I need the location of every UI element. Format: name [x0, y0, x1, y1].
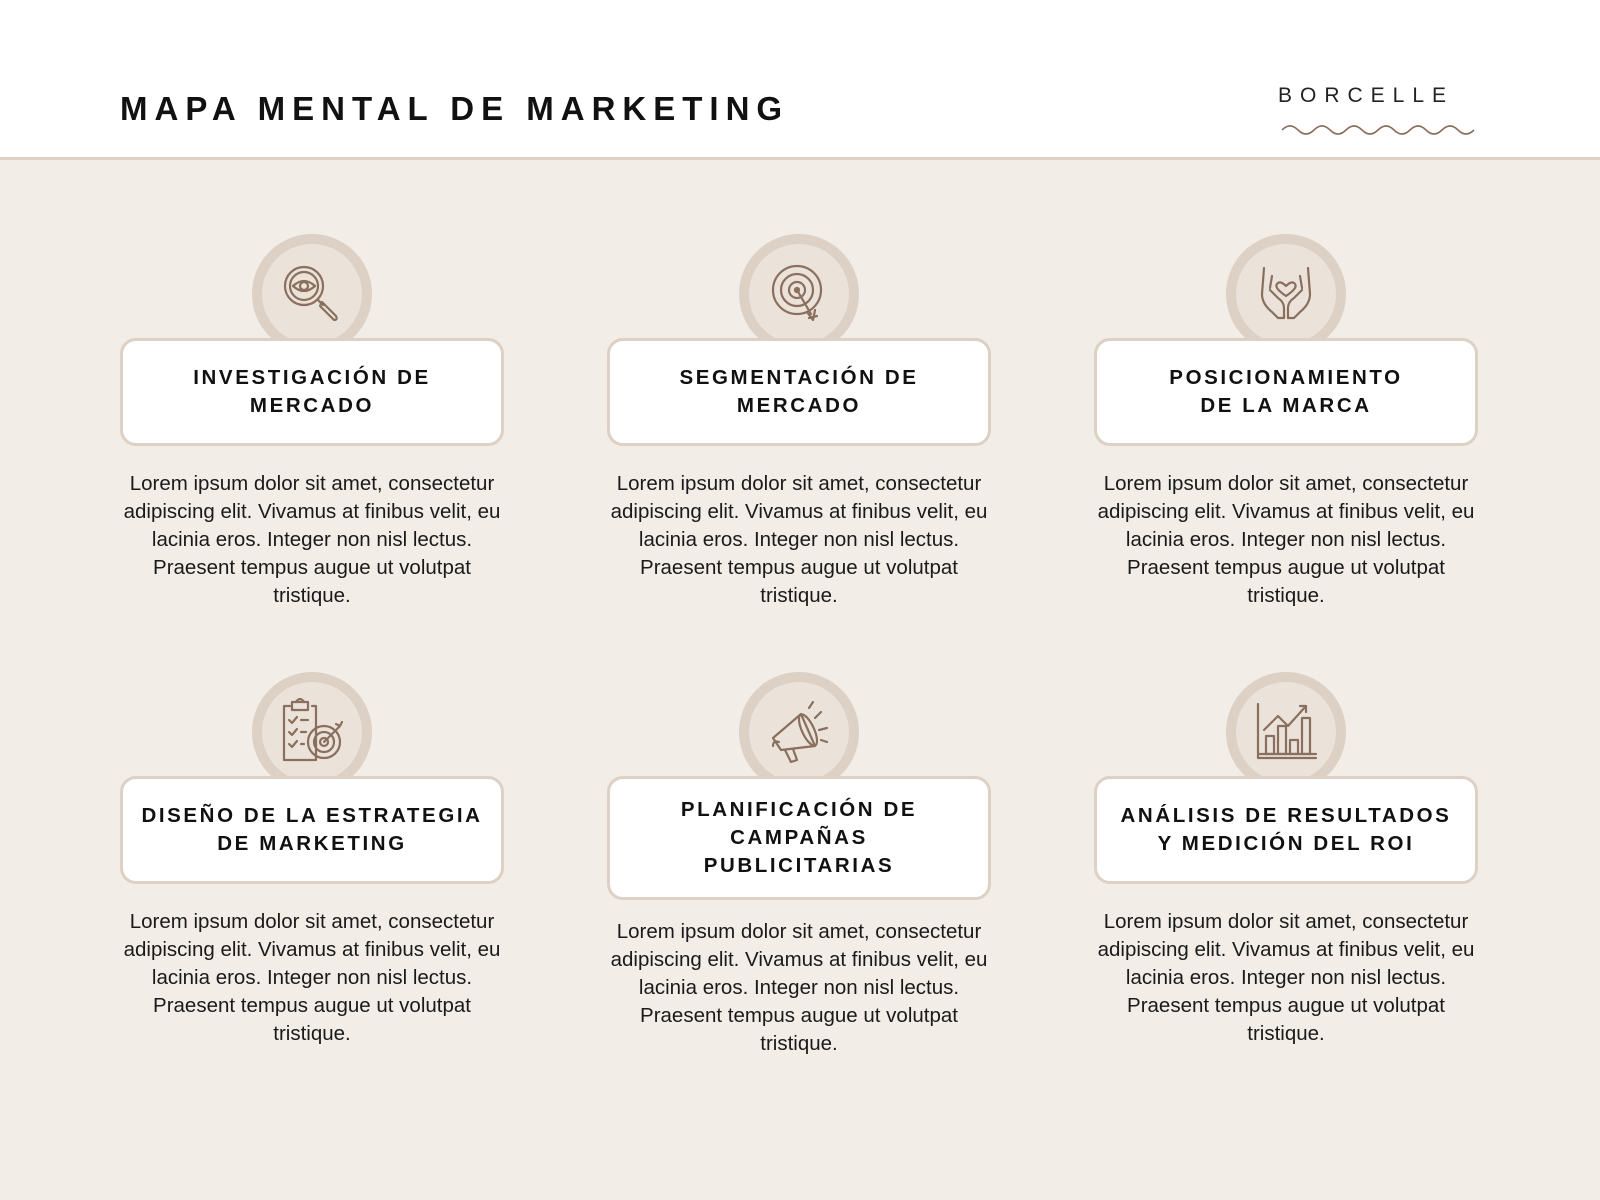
- node-investigacion-de-mercado: [120, 234, 504, 634]
- magnifier-eye-icon: [276, 258, 348, 330]
- brand-logo: [1278, 84, 1478, 108]
- node-label-box: [1094, 776, 1478, 884]
- wave-line-icon: [1280, 120, 1476, 136]
- clipboard-target-icon: [276, 696, 348, 768]
- node-description: Lorem ipsum dolor sit amet, consectetur adipiscing elit. Vivamus at finibus velit, eu lacinia eros. Integer non nisl lectus. Praesent tempus augue ut volutpat tristique.: [123, 910, 501, 1045]
- node-description: Lorem ipsum dolor sit amet, consectetur adipiscing elit. Vivamus at finibus velit, eu lacinia eros. Integer non nisl lectus. Praesent tempus augue ut volutpat tristique.: [1097, 910, 1475, 1045]
- node-segmentacion-de-mercado: [607, 234, 991, 634]
- node-planificacion-de-campanas: [607, 672, 991, 1072]
- node-posicionamiento-de-la-marca: [1094, 234, 1478, 634]
- node-label-box: [1094, 338, 1478, 446]
- header: [0, 0, 1600, 160]
- node-label: POSICIONAMIENTO DE LA MARCA: [1169, 366, 1403, 417]
- bar-chart-icon: [1250, 696, 1322, 768]
- icon-badge: [252, 234, 372, 354]
- hands-heart-icon: [1250, 258, 1322, 330]
- node-description: Lorem ipsum dolor sit amet, consectetur adipiscing elit. Vivamus at finibus velit, eu lacinia eros. Integer non nisl lectus. Praesent tempus augue ut volutpat tristique.: [610, 920, 988, 1055]
- node-label: PLANIFICACIÓN DE CAMPAÑAS PUBLICITARIAS: [680, 798, 918, 877]
- icon-badge: [1226, 234, 1346, 354]
- node-label-box: [120, 338, 504, 446]
- node-diseno-de-la-estrategia: [120, 672, 504, 1072]
- brand-name: BORCELLE: [1278, 84, 1455, 107]
- node-label-box: [607, 338, 991, 446]
- node-analisis-de-resultados: [1094, 672, 1478, 1072]
- node-label: ANÁLISIS DE RESULTADOS Y MEDICIÓN DEL ROI: [1120, 804, 1452, 855]
- node-label-box: [607, 776, 991, 900]
- node-description: Lorem ipsum dolor sit amet, consectetur adipiscing elit. Vivamus at finibus velit, eu lacinia eros. Integer non nisl lectus. Praesent tempus augue ut volutpat tristique.: [123, 472, 501, 607]
- icon-badge: [739, 672, 859, 792]
- icon-badge: [252, 672, 372, 792]
- megaphone-icon: [763, 696, 835, 768]
- node-label: INVESTIGACIÓN DE MERCADO: [193, 366, 431, 417]
- node-label: SEGMENTACIÓN DE MERCADO: [679, 366, 919, 417]
- node-description: Lorem ipsum dolor sit amet, consectetur adipiscing elit. Vivamus at finibus velit, eu lacinia eros. Integer non nisl lectus. Praesent tempus augue ut volutpat tristique.: [610, 472, 988, 607]
- icon-badge: [739, 234, 859, 354]
- node-label-box: [120, 776, 504, 884]
- page-title: MAPA MENTAL DE MARKETING: [120, 90, 790, 127]
- icon-badge: [1226, 672, 1346, 792]
- target-icon: [763, 258, 835, 330]
- node-label: DISEÑO DE LA ESTRATEGIA DE MARKETING: [141, 804, 483, 855]
- node-description: Lorem ipsum dolor sit amet, consectetur adipiscing elit. Vivamus at finibus velit, eu lacinia eros. Integer non nisl lectus. Praesent tempus augue ut volutpat tristique.: [1097, 472, 1475, 607]
